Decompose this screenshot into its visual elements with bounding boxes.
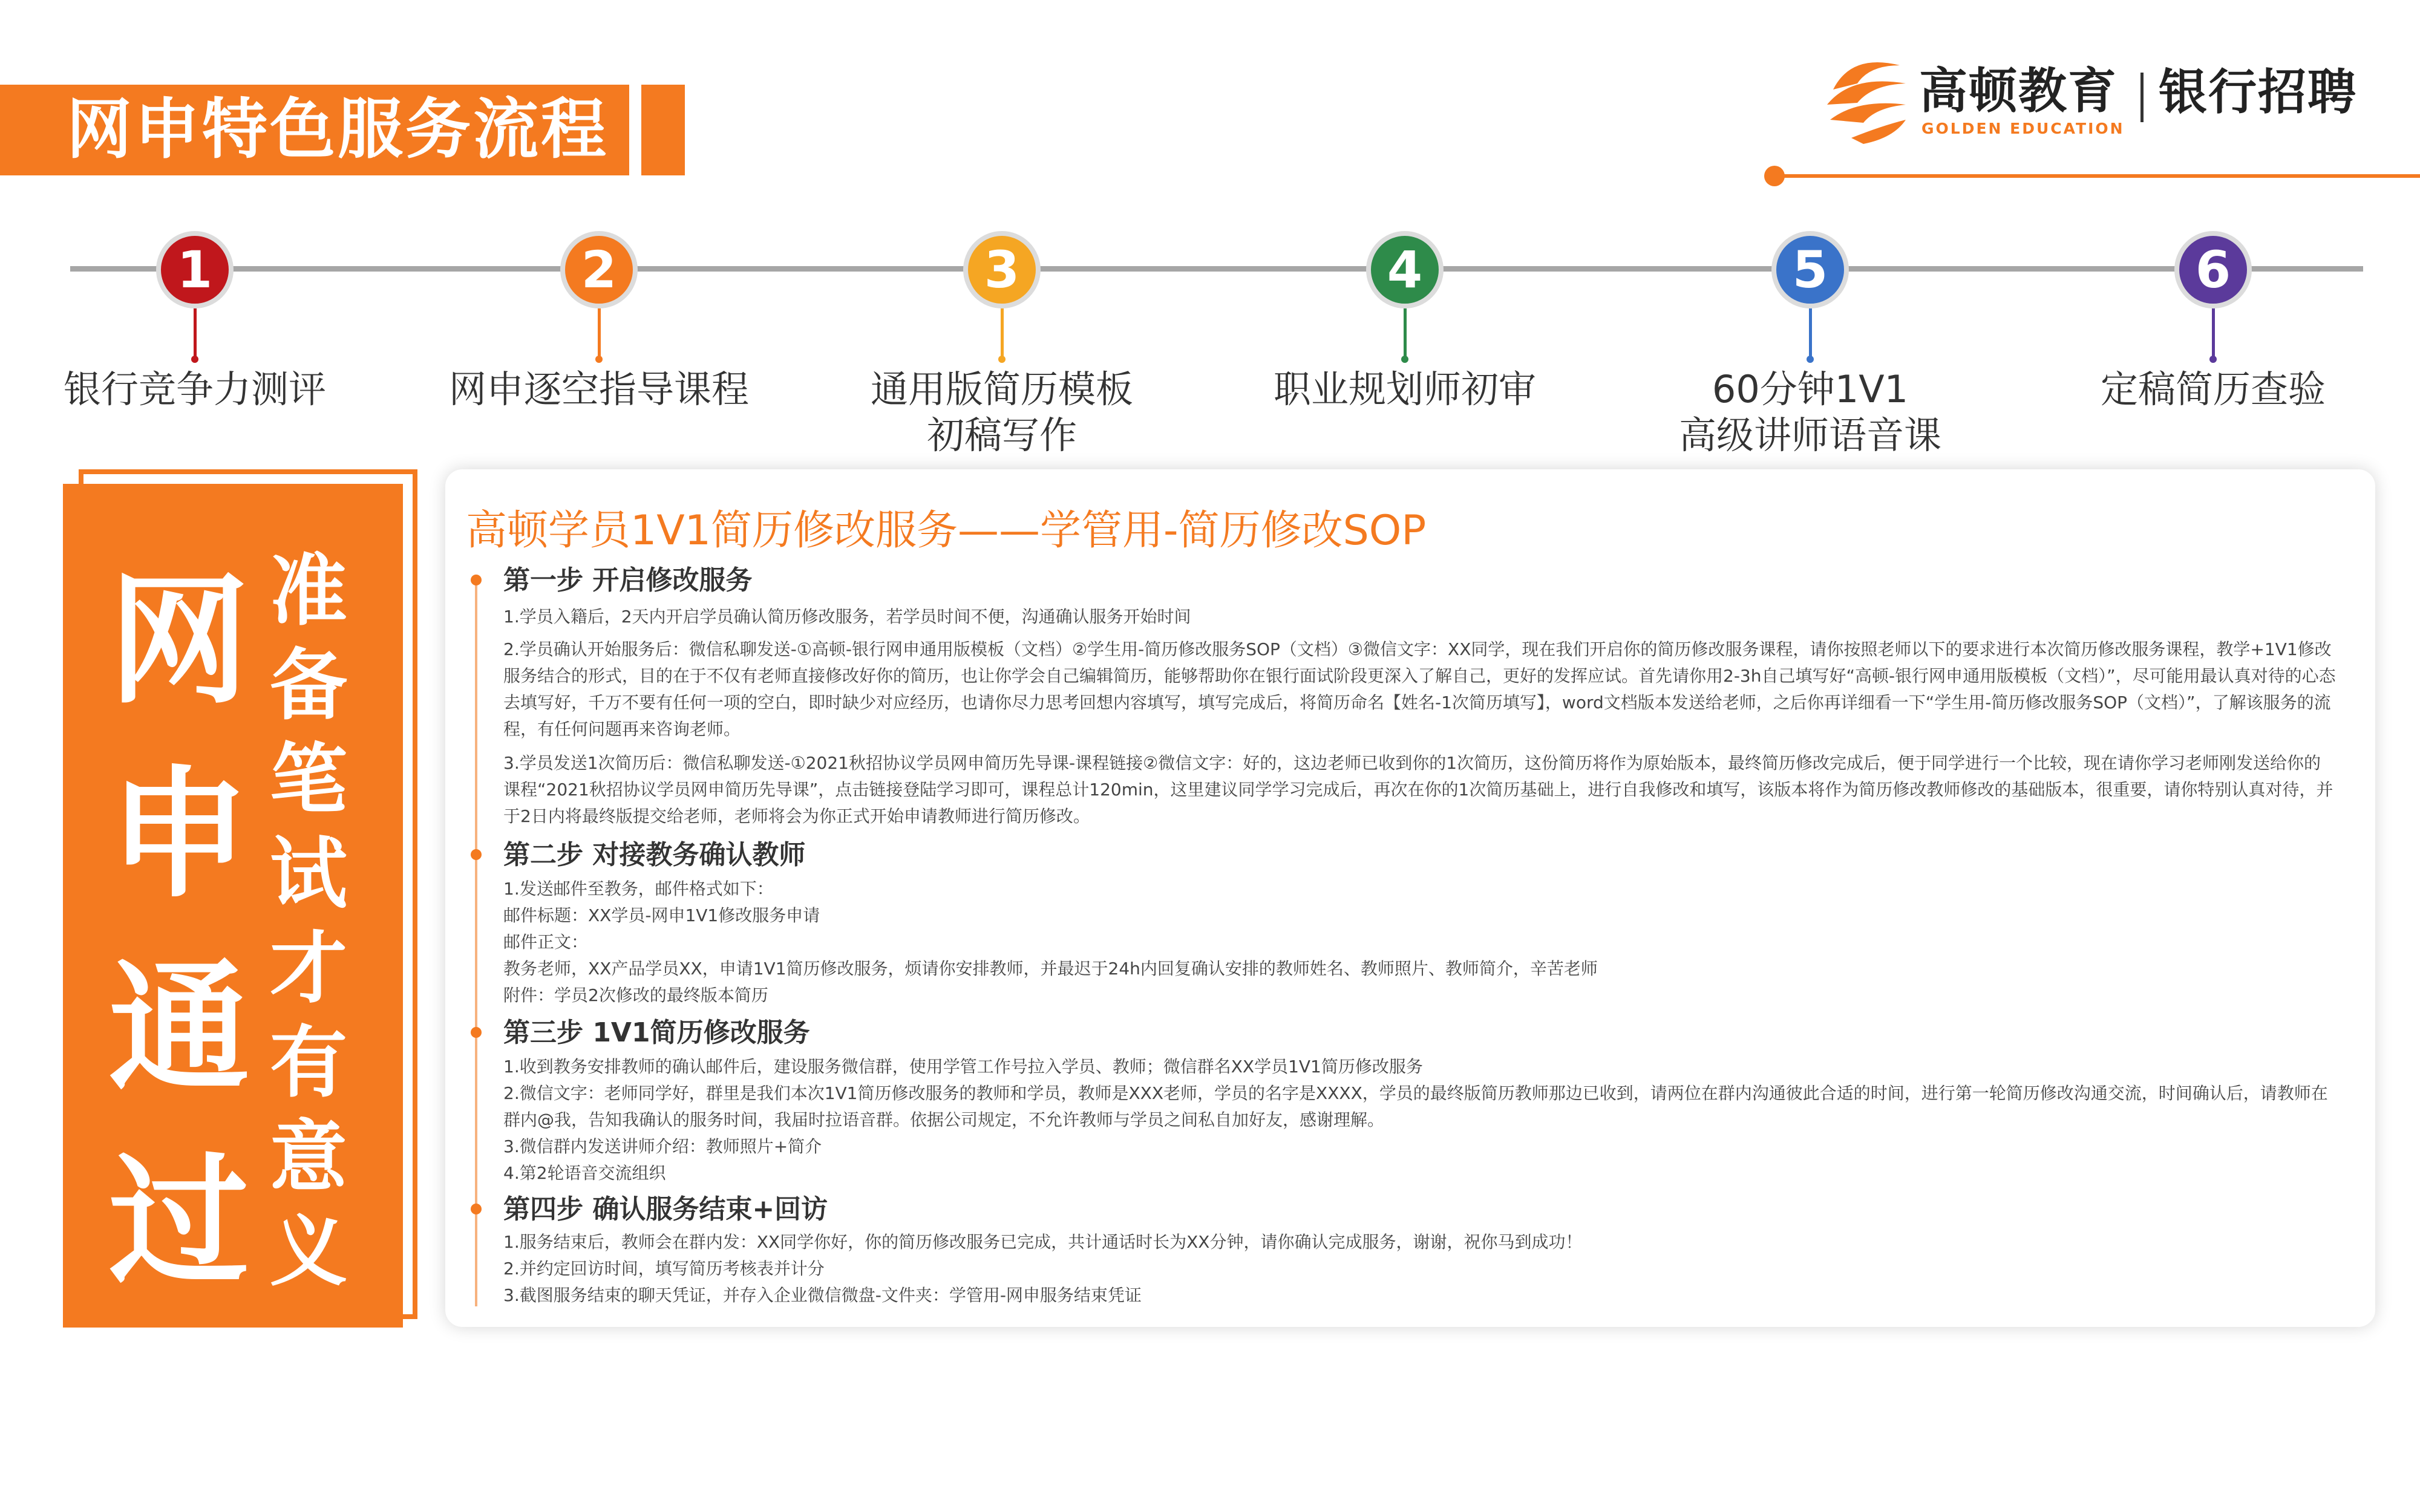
section-2-para-5: 附件：学员2次修改的最终版本简历 bbox=[503, 985, 768, 1005]
section-2-para-3: 邮件正文： bbox=[503, 932, 589, 952]
step-connector-dot bbox=[1807, 356, 1814, 363]
timeline-step-1 bbox=[25, 231, 364, 412]
section-2-para-4: 教务老师，XX产品学员XX，申请1V1简历修改服务，烦请你安排教师，并最迟于24h内回复确认安排的教师姓名、教师照片、教师简介，辛苦老师 bbox=[503, 959, 1598, 979]
section-4-para-3: 3.截图服务结束的聊天凭证，并存入企业微信微盘-文件夹：学管用-网申服务结束凭证 bbox=[503, 1285, 1142, 1305]
step-connector-dot bbox=[2209, 356, 2217, 363]
section-3-para-2: 2.微信文字：老师同学好，群里是我们本次1V1简历修改服务的教师和学员，教师是XXX老师，学员的名字是XXXX，学员的最终版简历教师那边已收到，请两位在群内沟通彼此合适的时间，进行第一轮简历修改沟通交流，时间确认后，请教师在群内@我，告知我确认的服务时间，我届时拉语音群。依据公司规定，不允许教师与学员之间私自加好友，感谢理解。 bbox=[503, 1083, 2328, 1130]
section-4-para-2: 2.并约定回访时间，填写简历考核表并计分 bbox=[503, 1259, 825, 1279]
section-3-para-3: 3.微信群内发送讲师介绍：教师照片+简介 bbox=[503, 1136, 822, 1156]
slogan-main: 网申通过了 bbox=[108, 559, 249, 1497]
timeline-step-2 bbox=[430, 231, 768, 412]
logo-separator bbox=[2140, 73, 2144, 122]
step-label: 通用版简历模板 初稿写作 bbox=[870, 367, 1133, 457]
step-connector bbox=[1809, 308, 1812, 359]
section-bullet bbox=[471, 1027, 482, 1038]
step-connector bbox=[2212, 308, 2215, 359]
timeline-step-3 bbox=[832, 231, 1171, 458]
sop-card-title: 高顿学员1V1简历修改服务——学管用-简历修改SOP bbox=[466, 507, 1427, 555]
step-label: 职业规划师初审 bbox=[1273, 367, 1536, 411]
step-connector bbox=[598, 308, 601, 359]
timeline-step-5 bbox=[1641, 231, 1980, 458]
step-connector-dot bbox=[1401, 356, 1408, 363]
timeline-step-6 bbox=[2044, 231, 2382, 412]
section-heading-1: 第一步 开启修改服务 bbox=[503, 565, 753, 596]
logo-chinese-name: 高顿教育 bbox=[1919, 63, 2118, 119]
header-rule-dot bbox=[1764, 166, 1785, 186]
step-connector-dot bbox=[998, 356, 1006, 363]
step-number-badge: 4 bbox=[1366, 231, 1444, 308]
step-connector bbox=[1404, 308, 1407, 359]
page-title: 网申特色服务流程 bbox=[67, 92, 609, 168]
section-2-para-1: 1.发送邮件至教务，邮件格式如下： bbox=[503, 879, 774, 899]
step-label: 网申逐空指导课程 bbox=[448, 367, 749, 411]
step-connector bbox=[194, 308, 197, 359]
section-heading-4: 第四步 确认服务结束+回访 bbox=[503, 1194, 828, 1225]
golden-education-logo-icon bbox=[1815, 47, 1918, 150]
section-bullet bbox=[471, 849, 482, 860]
step-number-badge: 5 bbox=[1771, 231, 1849, 308]
step-connector-dot bbox=[191, 356, 198, 363]
step-number-badge: 6 bbox=[2174, 231, 2252, 308]
timeline-step-4 bbox=[1235, 231, 1574, 412]
step-label: 60分钟1V1 高级讲师语音课 bbox=[1678, 367, 1941, 457]
step-label: 银行竞争力测评 bbox=[63, 367, 326, 411]
section-3-para-1: 1.收到教务安排教师的确认邮件后，建设服务微信群，使用学管工作号拉入学员、教师；微信群名XX学员1V1简历修改服务 bbox=[503, 1057, 1423, 1077]
logo-subtitle: 银行招聘 bbox=[2159, 64, 2357, 120]
step-number-badge: 3 bbox=[963, 231, 1041, 308]
timeline-track bbox=[70, 266, 2363, 272]
header-rule bbox=[1773, 174, 2420, 178]
section-heading-3: 第三步 1V1简历修改服务 bbox=[503, 1017, 810, 1048]
section-3-para-4: 4.第2轮语音交流组织 bbox=[503, 1163, 666, 1183]
section-rail bbox=[475, 581, 477, 1306]
section-1-para-2: 2.学员确认开始服务后：微信私聊发送-①高顿-银行网申通用版模板（文档）②学生用-简历修改服务SOP（文档）③微信文字：XX同学，现在我们开启你的简历修改服务课程，请你按照老师以下的要求进行本次简历修改服务课程，教学+1V1修改服务结合的形式，目的在于不仅有老师直接修改好你的简历，也让你学会自己编辑简历，能够帮助你在银行面试阶段更深入了解自己，更好的发挥应试。首先请你用2-3h自己填写好“高顿-银行网申通用版模板（文档）”，尽可能用最认真对待的心态去填写好，千万不要有任何一项的空白，即时缺少对应经历，也请你尽力思考回想内容填写，填写完成后，将简历命名【姓名-1次简历填写】，word文档版本发送给老师，之后你再详细看一下“学生用-简历修改服务SOP（文档）”，了解该服务的流程，有任何问题再来咨询老师。 bbox=[503, 639, 2336, 739]
logo-english-name: GOLDEN EDUCATION bbox=[1921, 120, 2125, 137]
section-heading-2: 第二步 对接教务确认教师 bbox=[503, 839, 806, 870]
section-bullet bbox=[471, 575, 482, 585]
section-4-para-1: 1.服务结束后，教师会在群内发：XX同学你好，你的简历修改服务已完成，共计通话时长为XX分钟，请你确认完成服务，谢谢，祝你马到成功！ bbox=[503, 1232, 1583, 1252]
section-bullet bbox=[471, 1204, 482, 1214]
step-number-badge: 1 bbox=[156, 231, 234, 308]
step-number-badge: 2 bbox=[560, 231, 638, 308]
slogan-sub: 准备笔试才有意义 bbox=[269, 546, 347, 1297]
section-1-para-3: 3.学员发送1次简历后：微信私聊发送-①2021秋招协议学员网申简历先导课-课程链接②微信文字：好的，这边老师已收到你的1次简历，这份简历将作为原始版本，最终简历修改完成后，便于同学进行一个比较，现在请你学习老师刚发送给你的课程“2021秋招协议学员网申简历先导课”，点击链接登陆学习即可，课程总计120min，这里建议同学学习完成后，再次在你的1次简历基础上，进行自我修改和填写，该版本将作为简历修改教师修改的基础版本，很重要，请你特别认真对待，并于2日内将最终版提交给老师，老师将会为你正式开始申请教师进行简历修改。 bbox=[503, 753, 2333, 826]
title-banner-accent bbox=[641, 85, 685, 175]
section-2-para-2: 邮件标题：XX学员-网申1V1修改服务申请 bbox=[503, 905, 820, 925]
step-label: 定稿简历查验 bbox=[2100, 367, 2326, 411]
section-1-para-1: 1.学员入籍后，2天内开启学员确认简历修改服务，若学员时间不便，沟通确认服务开始时间 bbox=[503, 607, 1191, 627]
brand-logo bbox=[1815, 47, 2372, 150]
step-connector bbox=[1001, 308, 1004, 359]
step-connector-dot bbox=[595, 356, 603, 363]
